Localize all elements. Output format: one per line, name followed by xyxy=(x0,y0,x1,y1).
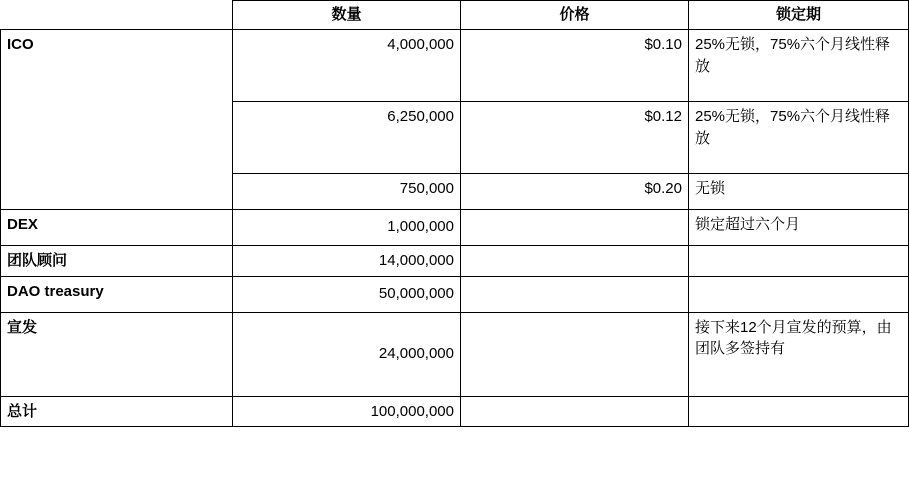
cell-lock: 25%无锁，75%六个月线性释放 xyxy=(689,29,909,101)
cell-amount: 100,000,000 xyxy=(233,396,461,427)
column-header-price: 价格 xyxy=(461,1,689,30)
cell-amount: 24,000,000 xyxy=(233,312,461,396)
cell-amount: 6,250,000 xyxy=(233,101,461,173)
cell-amount: 750,000 xyxy=(233,173,461,209)
cell-price xyxy=(461,276,689,312)
table-row xyxy=(1,396,909,427)
cell-lock: 接下来12个月宣发的预算，由团队多签持有 xyxy=(689,312,909,396)
column-header-blank xyxy=(1,1,233,30)
table-row xyxy=(1,245,909,276)
table-row xyxy=(1,29,909,101)
cell-amount: 50,000,000 xyxy=(233,276,461,312)
column-header-lock: 锁定期 xyxy=(689,1,909,30)
cell-price: $0.20 xyxy=(461,173,689,209)
table-body xyxy=(1,29,909,427)
cell-price: $0.10 xyxy=(461,29,689,101)
row-label-ico: ICO xyxy=(1,29,233,209)
table-header xyxy=(1,1,909,30)
row-label-dex: DEX xyxy=(1,209,233,245)
cell-price xyxy=(461,209,689,245)
cell-amount: 1,000,000 xyxy=(233,209,461,245)
table-row xyxy=(1,276,909,312)
row-label-marketing: 宣发 xyxy=(1,312,233,396)
cell-amount: 4,000,000 xyxy=(233,29,461,101)
cell-price xyxy=(461,245,689,276)
row-label-team-advisors: 团队顾问 xyxy=(1,245,233,276)
table-row xyxy=(1,209,909,245)
cell-amount: 14,000,000 xyxy=(233,245,461,276)
cell-price xyxy=(461,312,689,396)
cell-price: $0.12 xyxy=(461,101,689,173)
cell-price xyxy=(461,396,689,427)
row-label-total: 总计 xyxy=(1,396,233,427)
cell-lock xyxy=(689,396,909,427)
column-header-amount: 数量 xyxy=(233,1,461,30)
cell-lock: 25%无锁，75%六个月线性释放 xyxy=(689,101,909,173)
cell-lock: 锁定超过六个月 xyxy=(689,209,909,245)
row-label-dao-treasury: DAO treasury xyxy=(1,276,233,312)
table-header-row xyxy=(1,1,909,30)
cell-lock xyxy=(689,245,909,276)
cell-lock: 无锁 xyxy=(689,173,909,209)
cell-lock xyxy=(689,276,909,312)
table-row xyxy=(1,312,909,396)
